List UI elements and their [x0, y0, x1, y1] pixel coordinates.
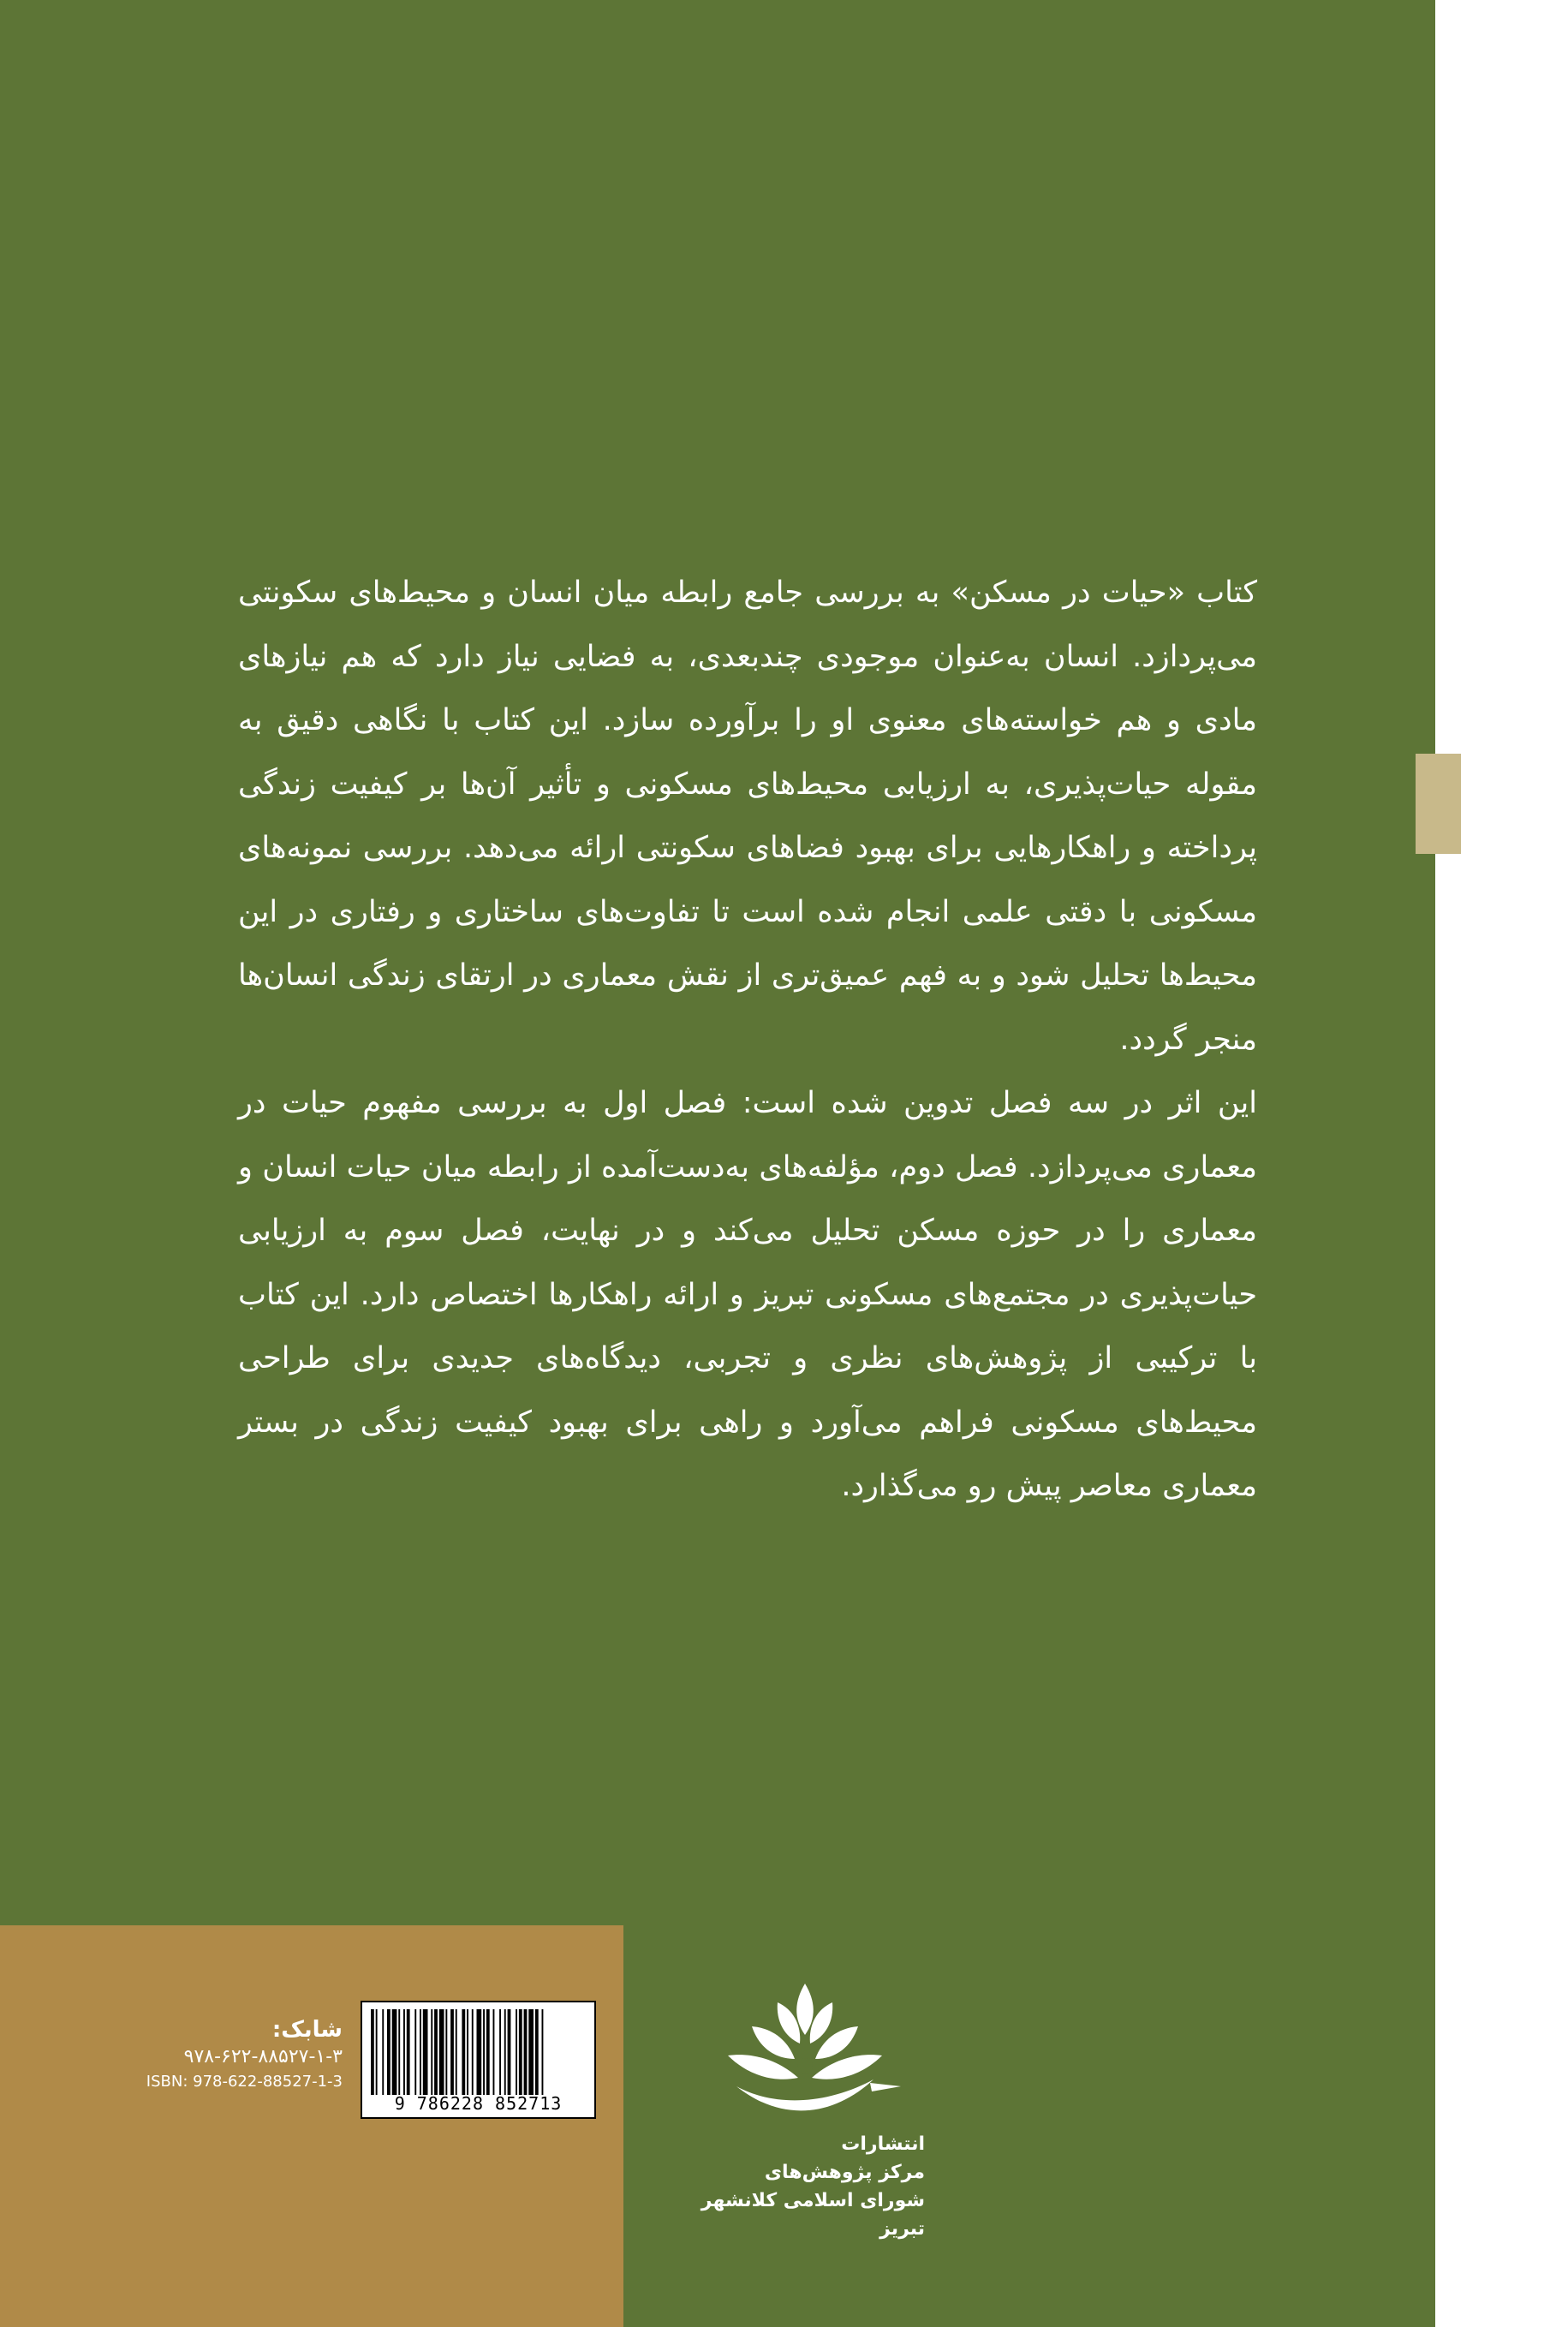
isbn-panel [0, 1925, 623, 2327]
barcode-digits: 9 786228 852713 [394, 2093, 563, 2114]
publisher-line-3: شورای اسلامی کلانشهر تبریز [701, 2190, 925, 2240]
isbn-block [128, 2017, 343, 2091]
isbn-barcode [361, 2001, 596, 2119]
cover-edge-strip [1435, 0, 1568, 2327]
lotus-pen-icon [702, 1977, 908, 2127]
spine-tab [1416, 754, 1461, 854]
isbn-persian: ۹۷۸-۶۲۲-۸۸۵۲۷-۱-۳ [183, 2046, 343, 2067]
publisher-line-1: انتشارات [841, 2133, 925, 2155]
back-cover-blurb [238, 561, 1257, 1519]
barcode-bars-icon [371, 2009, 589, 2095]
blurb-paragraph-2: این اثر در سه فصل تدوین شده است: فصل اول به بررسی مفهوم حیات در معماری می‌پردازد. فصل دوم، مؤلفه‌های به‌دست‌آمده از رابطه میان حیات انسان و معماری را در حوزه مسکن تحلیل می‌کند و در نهایت، فصل سوم به ارزیابی حیات‌پذیری در مجتمع‌های مسکونی تبریز و ارائه راهکارها اختصاص دارد. این کتاب با ترکیبی از پژوهش‌های نظری و تجربی، دیدگاه‌های جدیدی برای طراحی محیط‌های مسکونی فراهم می‌آورد و راهی برای بهبود کیفیت زندگی در بستر معماری معاصر پیش رو می‌گذارد. [238, 1086, 1257, 1503]
blurb-paragraph-1: کتاب «حیات در مسکن» به بررسی جامع رابطه میان انسان و محیط‌های سکونتی می‌پردازد. انسان به‌عنوان موجودی چندبعدی، به فضایی نیاز دارد که هم نیازهای مادی و هم خواسته‌های معنوی او را برآورده سازد. این کتاب با نگاهی دقیق به مقوله حیات‌پذیری، به ارزیابی محیط‌های مسکونی و تأثیر آن‌ها بر کیفیت زندگی پرداخته و راهکارهایی برای بهبود فضاهای سکونتی ارائه می‌دهد. بررسی نمونه‌های مسکونی با دقتی علمی انجام شده است تا تفاوت‌های ساختاری و رفتاری در این محیط‌ها تحلیل شود و به فهم عمیق‌تری از نقش معماری در ارتقای زندگی انسان‌ها منجر گردد. [238, 576, 1257, 1057]
publisher-name [668, 2130, 925, 2243]
publisher-line-2: مرکز پژوهش‌های [764, 2162, 925, 2183]
isbn-english: ISBN: 978-622-88527-1-3 [146, 2073, 343, 2091]
isbn-label: شابک: [271, 2017, 343, 2043]
